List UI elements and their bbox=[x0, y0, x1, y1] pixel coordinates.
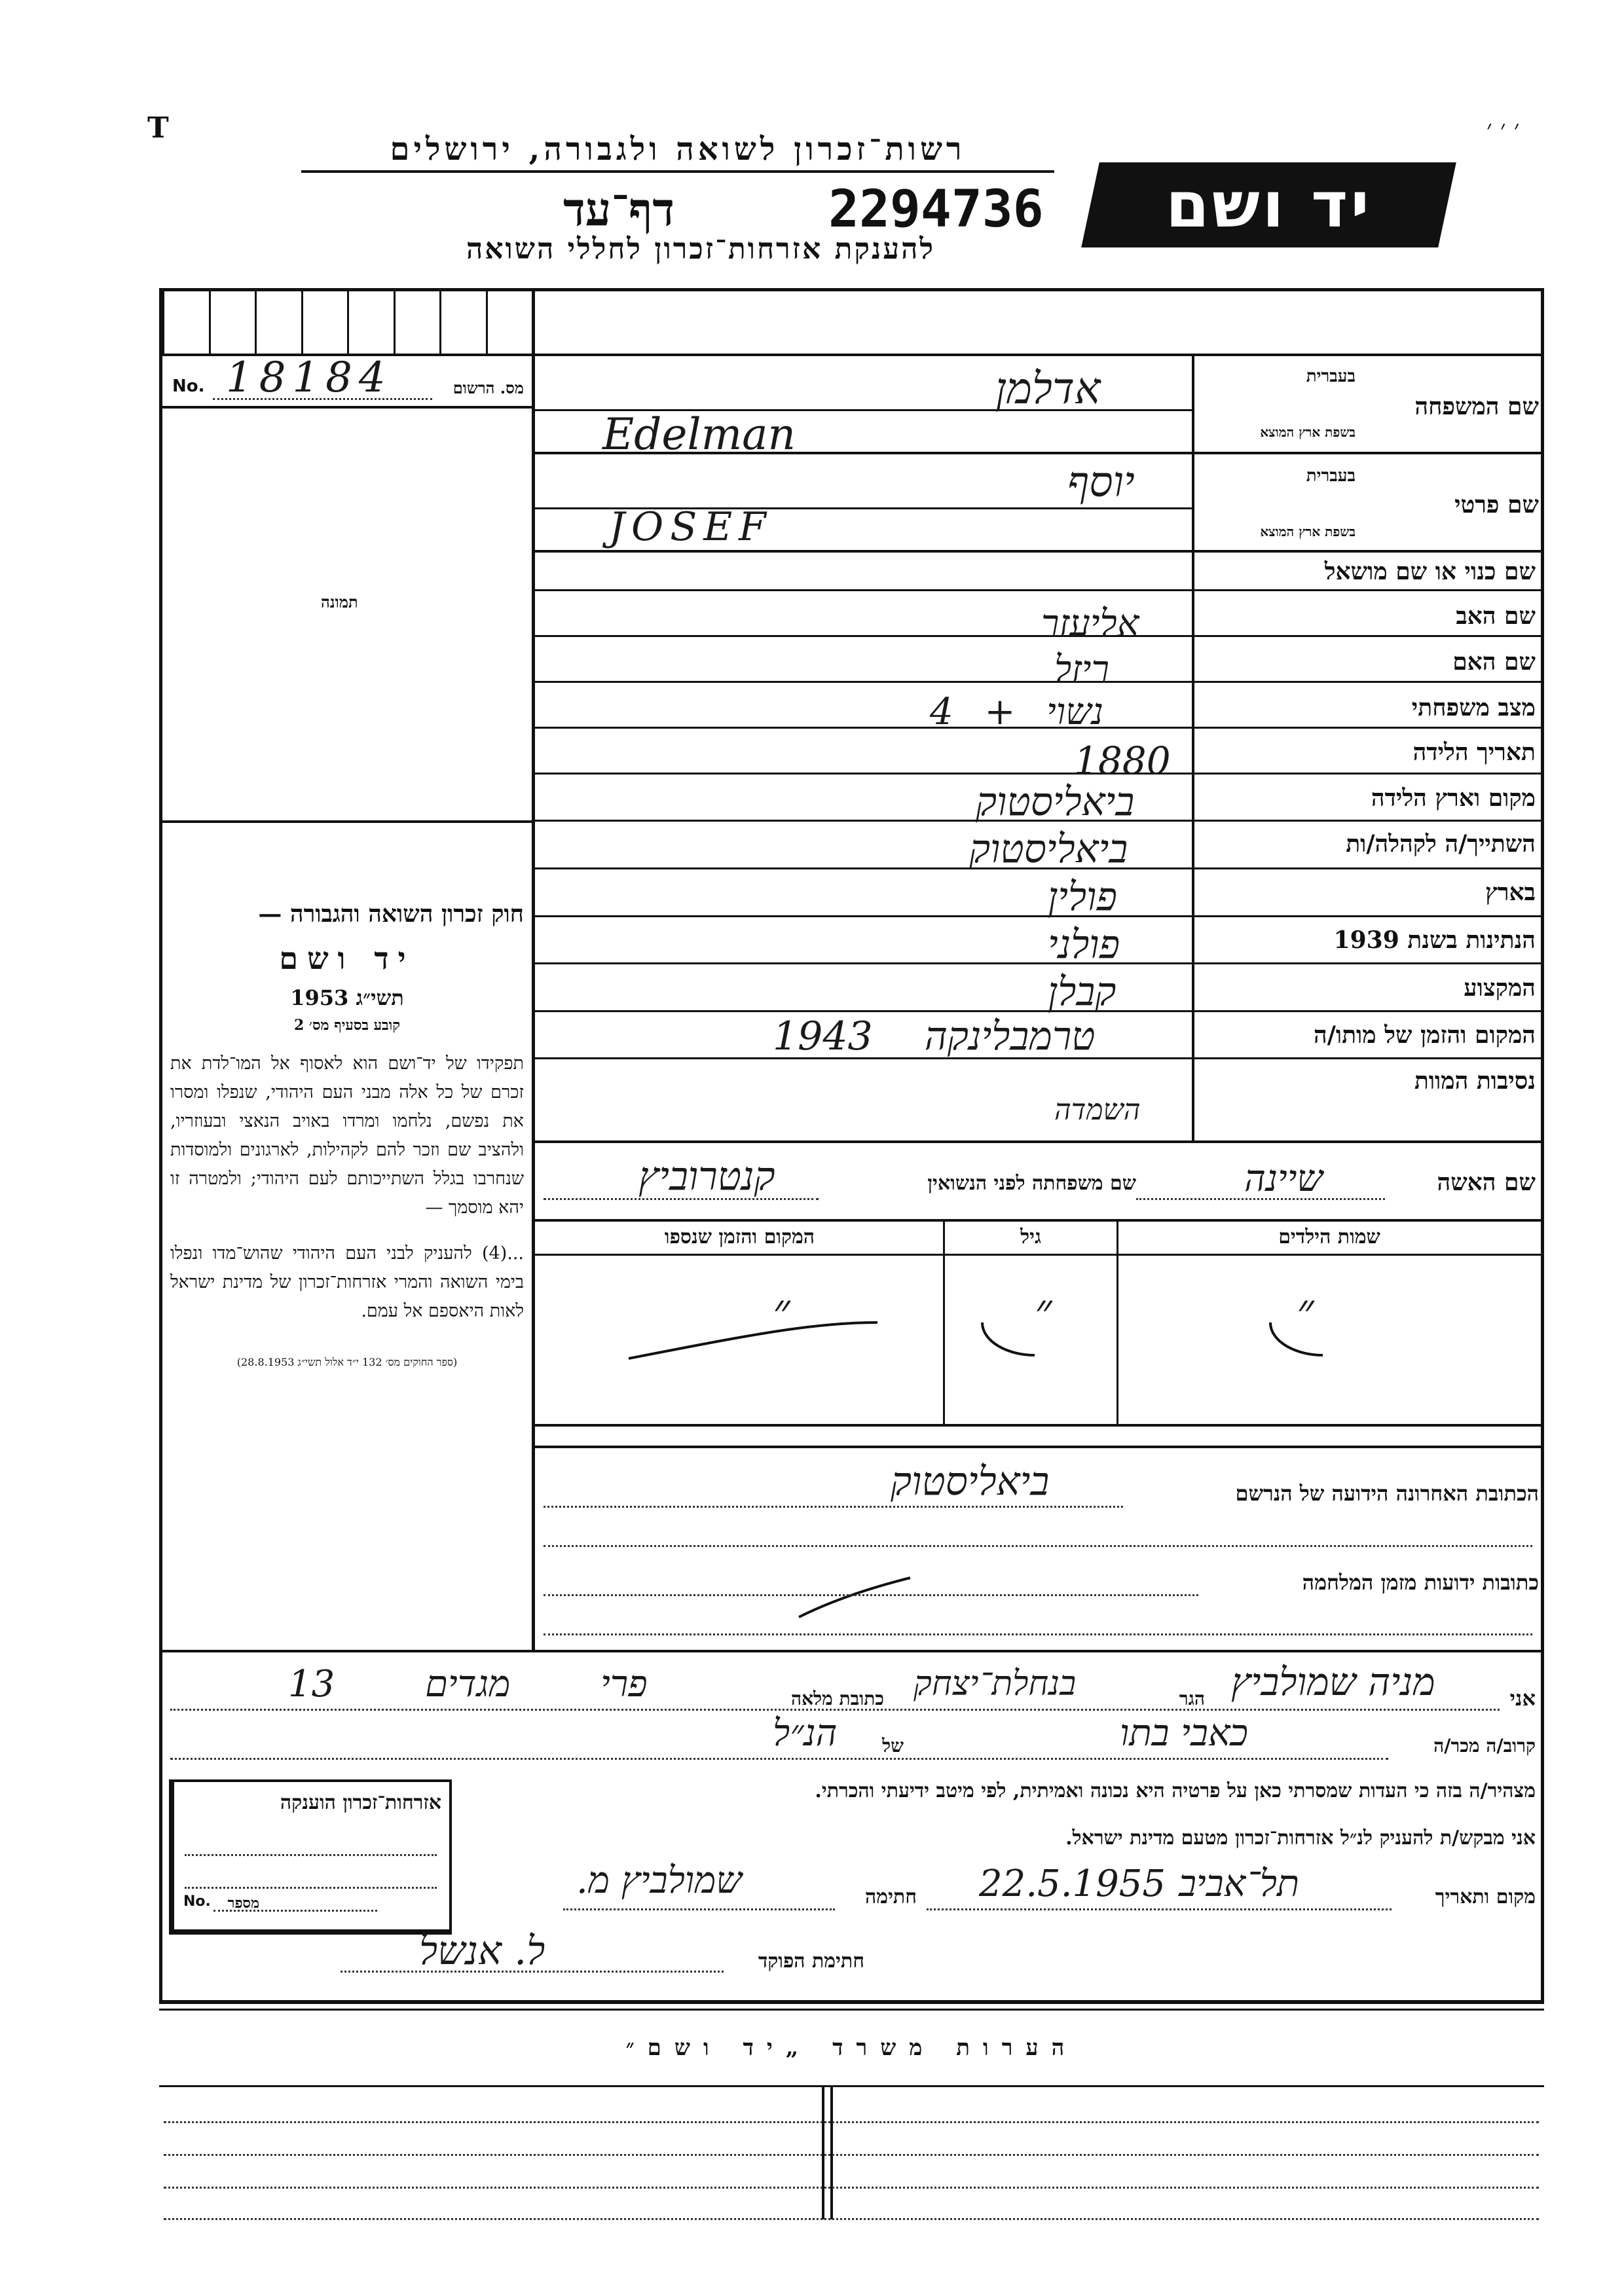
children-header-rule bbox=[535, 1254, 1541, 1256]
row-rule-10 bbox=[535, 962, 1541, 964]
date-value: 22.5.1955 bbox=[979, 1863, 1166, 1905]
row-rule-4 bbox=[535, 681, 1541, 683]
registration-number: 18184 bbox=[226, 354, 392, 402]
last-address-value: ביאליסטוק bbox=[891, 1459, 1050, 1504]
first-name-sub-he: בעברית bbox=[1306, 466, 1356, 486]
request-text: אני מבקש/ת להעניק לנ״ל אזרחות־זכרון מטעם מדינת ישראל. bbox=[1065, 1827, 1536, 1850]
yad-vashem-logo bbox=[1081, 162, 1456, 247]
community-label: השתייך/ה לקהלה/ות bbox=[1346, 830, 1536, 858]
photo-label: תמונה bbox=[321, 592, 358, 611]
country-value: פולין bbox=[1048, 874, 1117, 920]
page-number: 2294736 bbox=[828, 180, 1044, 239]
children-place-header: המקום והזמן שנספו bbox=[664, 1226, 815, 1248]
logo-text: יד ושם bbox=[1166, 168, 1372, 242]
death-circumstances-value: השמדה bbox=[1054, 1093, 1141, 1127]
first-name-bottom-rule bbox=[535, 550, 1541, 553]
family-name-sub-local: בשפת ארץ המוצא bbox=[1260, 424, 1356, 440]
notes-line-3 bbox=[164, 2187, 1539, 2189]
inspector-signature-label: חתימת הפוקד bbox=[758, 1950, 864, 1973]
father-name-label: שם האב bbox=[1456, 602, 1536, 630]
place-date-dots bbox=[927, 1908, 1392, 1910]
country-label: בארץ bbox=[1485, 879, 1536, 906]
death-circumstances-label: נסיבות המוות bbox=[1414, 1067, 1536, 1095]
community-value: ביאליסטוק bbox=[969, 826, 1128, 872]
address-dots-2 bbox=[544, 1545, 1532, 1547]
marital-status-value: נשוי + 4 bbox=[930, 691, 1104, 733]
table-row: ״ bbox=[773, 1283, 790, 1337]
birth-date-value: 1880 bbox=[1074, 738, 1171, 783]
relation-label: קרוב/ה מכר/ה bbox=[1433, 1735, 1536, 1757]
first-name-label: שם פרטי bbox=[1454, 491, 1539, 519]
top-left-mark: T bbox=[147, 111, 169, 145]
code-boxes bbox=[162, 291, 532, 356]
law-clause: קובע בסעיף מס׳ 2 bbox=[293, 1017, 401, 1034]
declarant-line-dots bbox=[170, 1709, 1500, 1711]
notes-center-divider-1 bbox=[822, 2085, 824, 2219]
law-source: (ספר החוקים מס׳ 132 י״ד אלול תשי״ג 28.8.1953) bbox=[236, 1356, 458, 1368]
notes-title-rule bbox=[159, 2085, 1544, 2087]
birth-place-value: ביאליסטוק bbox=[976, 779, 1135, 825]
notes-top-rule-2 bbox=[159, 2009, 1544, 2011]
row-rule-13 bbox=[535, 1140, 1541, 1143]
registration-dots bbox=[213, 398, 432, 400]
first-name-hebrew: יוסף bbox=[1067, 458, 1135, 507]
notes-line-4 bbox=[164, 2218, 1539, 2220]
inspector-signature: ל. אנשל bbox=[419, 1928, 545, 1974]
law-text bbox=[170, 900, 524, 1369]
signature-dots bbox=[563, 1908, 835, 1910]
photo-divider bbox=[162, 820, 532, 823]
declarant-signature: שמולביץ מ. bbox=[576, 1859, 743, 1902]
place-date-label: מקום ותאריך bbox=[1435, 1886, 1536, 1908]
address-top-rule bbox=[535, 1446, 1541, 1448]
birth-date-label: תאריך הלידה bbox=[1412, 738, 1536, 766]
field-top-rule bbox=[535, 354, 1541, 356]
profession-label: המקצוע bbox=[1464, 974, 1536, 1002]
maiden-name-label: שם משפחתה לפני הנשואין bbox=[927, 1172, 1136, 1195]
reg-divider bbox=[162, 406, 532, 409]
children-dash-strokes bbox=[616, 1296, 1401, 1375]
war-addresses-dots bbox=[544, 1594, 1198, 1596]
notes-top-rule-1 bbox=[159, 2000, 1544, 2004]
family-name-hebrew: אדלמן bbox=[995, 363, 1101, 414]
row-rule-6 bbox=[535, 773, 1541, 774]
declarant-street: פרי מגדים 13 bbox=[288, 1663, 648, 1705]
marital-status-label: מצב משפחתי bbox=[1411, 694, 1536, 721]
signature-label: חתימה bbox=[865, 1886, 917, 1908]
citizenship-box-number-label: מספר bbox=[227, 1895, 259, 1912]
corner-mark: ׳ ׳ ׳ bbox=[1486, 115, 1520, 143]
mother-name-label: שם האם bbox=[1452, 648, 1536, 676]
death-place-time-label: המקום והזמן של מותו/ה bbox=[1314, 1021, 1536, 1049]
frame-right bbox=[1541, 288, 1544, 2003]
row-rule-3 bbox=[535, 635, 1541, 637]
wife-name-label: שם האשה bbox=[1437, 1169, 1536, 1196]
war-address-dash bbox=[792, 1571, 923, 1624]
citizenship-1939-value: פולני bbox=[1048, 922, 1120, 968]
citizenship-box-no-label: No. bbox=[183, 1893, 211, 1910]
profession-value: קבלן bbox=[1048, 969, 1116, 1015]
declarant-resides-label: הגר bbox=[1179, 1688, 1205, 1709]
registration-he-label: מס. הרשום bbox=[452, 378, 524, 397]
father-name-value: אליעזר bbox=[1041, 602, 1139, 645]
row-rule-2 bbox=[535, 589, 1541, 591]
full-address-label: כתובת מלאה bbox=[790, 1688, 884, 1709]
children-names-header: שמות הילדים bbox=[1278, 1226, 1380, 1248]
children-bottom-rule bbox=[535, 1424, 1541, 1427]
children-top-rule bbox=[535, 1219, 1541, 1222]
relation-value: כאבי בתו bbox=[1120, 1712, 1248, 1755]
table-row: ״ bbox=[1297, 1283, 1314, 1337]
family-name-label: שם המשפחה bbox=[1414, 393, 1539, 420]
wife-first-name: שיינה bbox=[1244, 1157, 1323, 1200]
law-year: תשי״ג 1953 bbox=[290, 985, 404, 1010]
row-rule-9 bbox=[535, 915, 1541, 917]
law-body-2: ...(4) להעניק לבני העם היהודי שהוש־מדו ונפלו בימי השואה והמרי אזרחות־זכרון של מדינת ישראל לאות היאספם אל עמם. bbox=[170, 1243, 524, 1321]
place-value: תל־אביב bbox=[1179, 1863, 1300, 1905]
law-name: יד ושם bbox=[279, 941, 415, 976]
wife-name-dots bbox=[1136, 1198, 1385, 1200]
declaration-top-rule bbox=[159, 1650, 1544, 1652]
declarant-i-label: אני bbox=[1509, 1686, 1536, 1711]
form-purpose: להענקת אזרחות־זכרון לחללי השואה bbox=[466, 232, 935, 266]
death-place-time-value: טרמבלינקה 1943 bbox=[773, 1013, 1096, 1059]
citizenship-1939-label: הנתינות בשנת 1939 bbox=[1333, 926, 1536, 954]
address-dots-4 bbox=[544, 1633, 1532, 1635]
declarant-city: בנחלת־יצחק bbox=[913, 1664, 1077, 1704]
relation-of-label: של bbox=[882, 1735, 904, 1757]
row-rule-11 bbox=[535, 1010, 1541, 1012]
table-row: ״ bbox=[1035, 1283, 1052, 1337]
notes-line-1 bbox=[164, 2121, 1539, 2123]
family-name-local: Edelman bbox=[602, 409, 796, 460]
maiden-name-dots bbox=[544, 1198, 819, 1200]
label-column-divider bbox=[1192, 354, 1194, 1142]
first-name-local: JOSEF bbox=[609, 504, 773, 550]
notes-center-divider-2 bbox=[830, 2085, 833, 2219]
citizenship-granted-box bbox=[169, 1779, 452, 1935]
war-addresses-label: כתובות ידועות מזמן המלחמה bbox=[1302, 1570, 1539, 1595]
alias-label: שם כנוי או שם מושאל bbox=[1324, 558, 1536, 585]
office-notes-title: הערות משרד „יד ושם״ bbox=[625, 2035, 1078, 2061]
relation-of-value: הנ״ל bbox=[773, 1712, 838, 1755]
page-label: דף־עד bbox=[563, 182, 675, 236]
first-name-sub-local: בשפת ארץ המוצא bbox=[1260, 524, 1356, 539]
children-age-header: גיל bbox=[1020, 1226, 1041, 1248]
declarant-name: מניה שמולביץ bbox=[1231, 1660, 1435, 1704]
authority-title: רשות־זכרון לשואה ולגבורה, ירושלים bbox=[301, 131, 1054, 173]
inspector-dots bbox=[341, 1971, 724, 1973]
citizenship-box-title: אזרחות־זכרון הוענקה bbox=[280, 1791, 441, 1814]
family-name-sub-he: בעברית bbox=[1306, 367, 1356, 386]
last-address-dots bbox=[544, 1506, 1123, 1508]
last-address-label: הכתובת האחרונה הידועה של הנרשם bbox=[1235, 1481, 1539, 1506]
birth-place-label: מקום וארץ הלידה bbox=[1371, 784, 1536, 812]
relation-dots bbox=[170, 1758, 1388, 1760]
maiden-name: קנטרוביץ bbox=[638, 1154, 775, 1199]
law-title: חוק זכרון השואה והגבורה — bbox=[258, 900, 524, 928]
declaration-text: מצהיר/ה בזה כי העדות שמסרתי כאן על פרטיה היא נכונה ואמיתית, לפי מיטב ידיעתי והכרתי. bbox=[815, 1779, 1536, 1802]
notes-line-2 bbox=[164, 2154, 1539, 2156]
frame-left bbox=[159, 288, 162, 2003]
registration-no-label: No. bbox=[172, 376, 205, 396]
mother-name-value: ריזל bbox=[1054, 648, 1109, 691]
law-body-1: תפקידו של יד־ושם הוא לאסוף אל המו־לדת את זכרם של כל אלה מבני העם היהודי, שנפלו ומסרו את נפשם, נלחמו ומרדו באויב הנאצי ובעוזריו, ולהציב שם וזכר להם לקהילות, לארגונים ולמוסדות שנחרבו בגלל השתייכותם לעם היהודי; ולמטרה זו יהא מוסמך — bbox=[170, 1053, 524, 1218]
